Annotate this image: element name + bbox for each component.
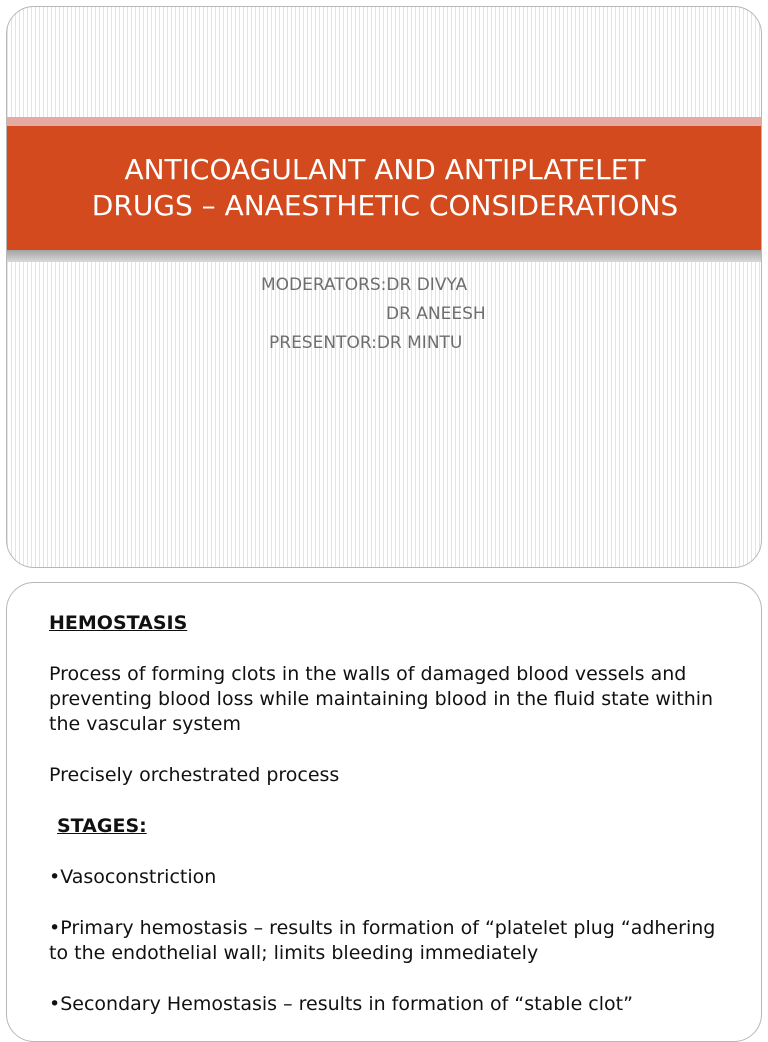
statement-paragraph: Precisely orchestrated process bbox=[49, 764, 340, 786]
slide-body bbox=[49, 611, 739, 1042]
slide-title bbox=[21, 152, 749, 224]
title-shadow-strip bbox=[7, 250, 761, 262]
section-heading: HEMOSTASIS bbox=[49, 612, 188, 634]
bullet-item: •Vasoconstriction bbox=[49, 866, 217, 888]
title-slide bbox=[6, 6, 762, 568]
slide-title-line-2: DRUGS – ANAESTHETIC CONSIDERATIONS bbox=[91, 189, 679, 222]
moderators-line: MODERATORS:DR DIVYA bbox=[261, 275, 468, 295]
moderator-second-line: DR ANEESH bbox=[386, 304, 486, 324]
bullet-item: •Secondary Hemostasis – results in formation of “stable clot” bbox=[49, 993, 633, 1015]
slide-title-line-1: ANTICOAGULANT AND ANTIPLATELET bbox=[124, 153, 646, 186]
title-top-accent-strip bbox=[7, 117, 761, 126]
presentor-line: PRESENTOR:DR MINTU bbox=[269, 333, 463, 353]
bullet-item: •Primary hemostasis – results in formation of “platelet plug “adhering to the endothelial wall; limits bleeding immediately bbox=[49, 917, 716, 964]
hemostasis-slide bbox=[6, 582, 762, 1042]
stages-heading: STAGES: bbox=[57, 815, 147, 837]
definition-paragraph: Process of forming clots in the walls of damaged blood vessels and preventing blood loss while maintaining blood in the fluid state within the vascular system bbox=[49, 663, 714, 735]
